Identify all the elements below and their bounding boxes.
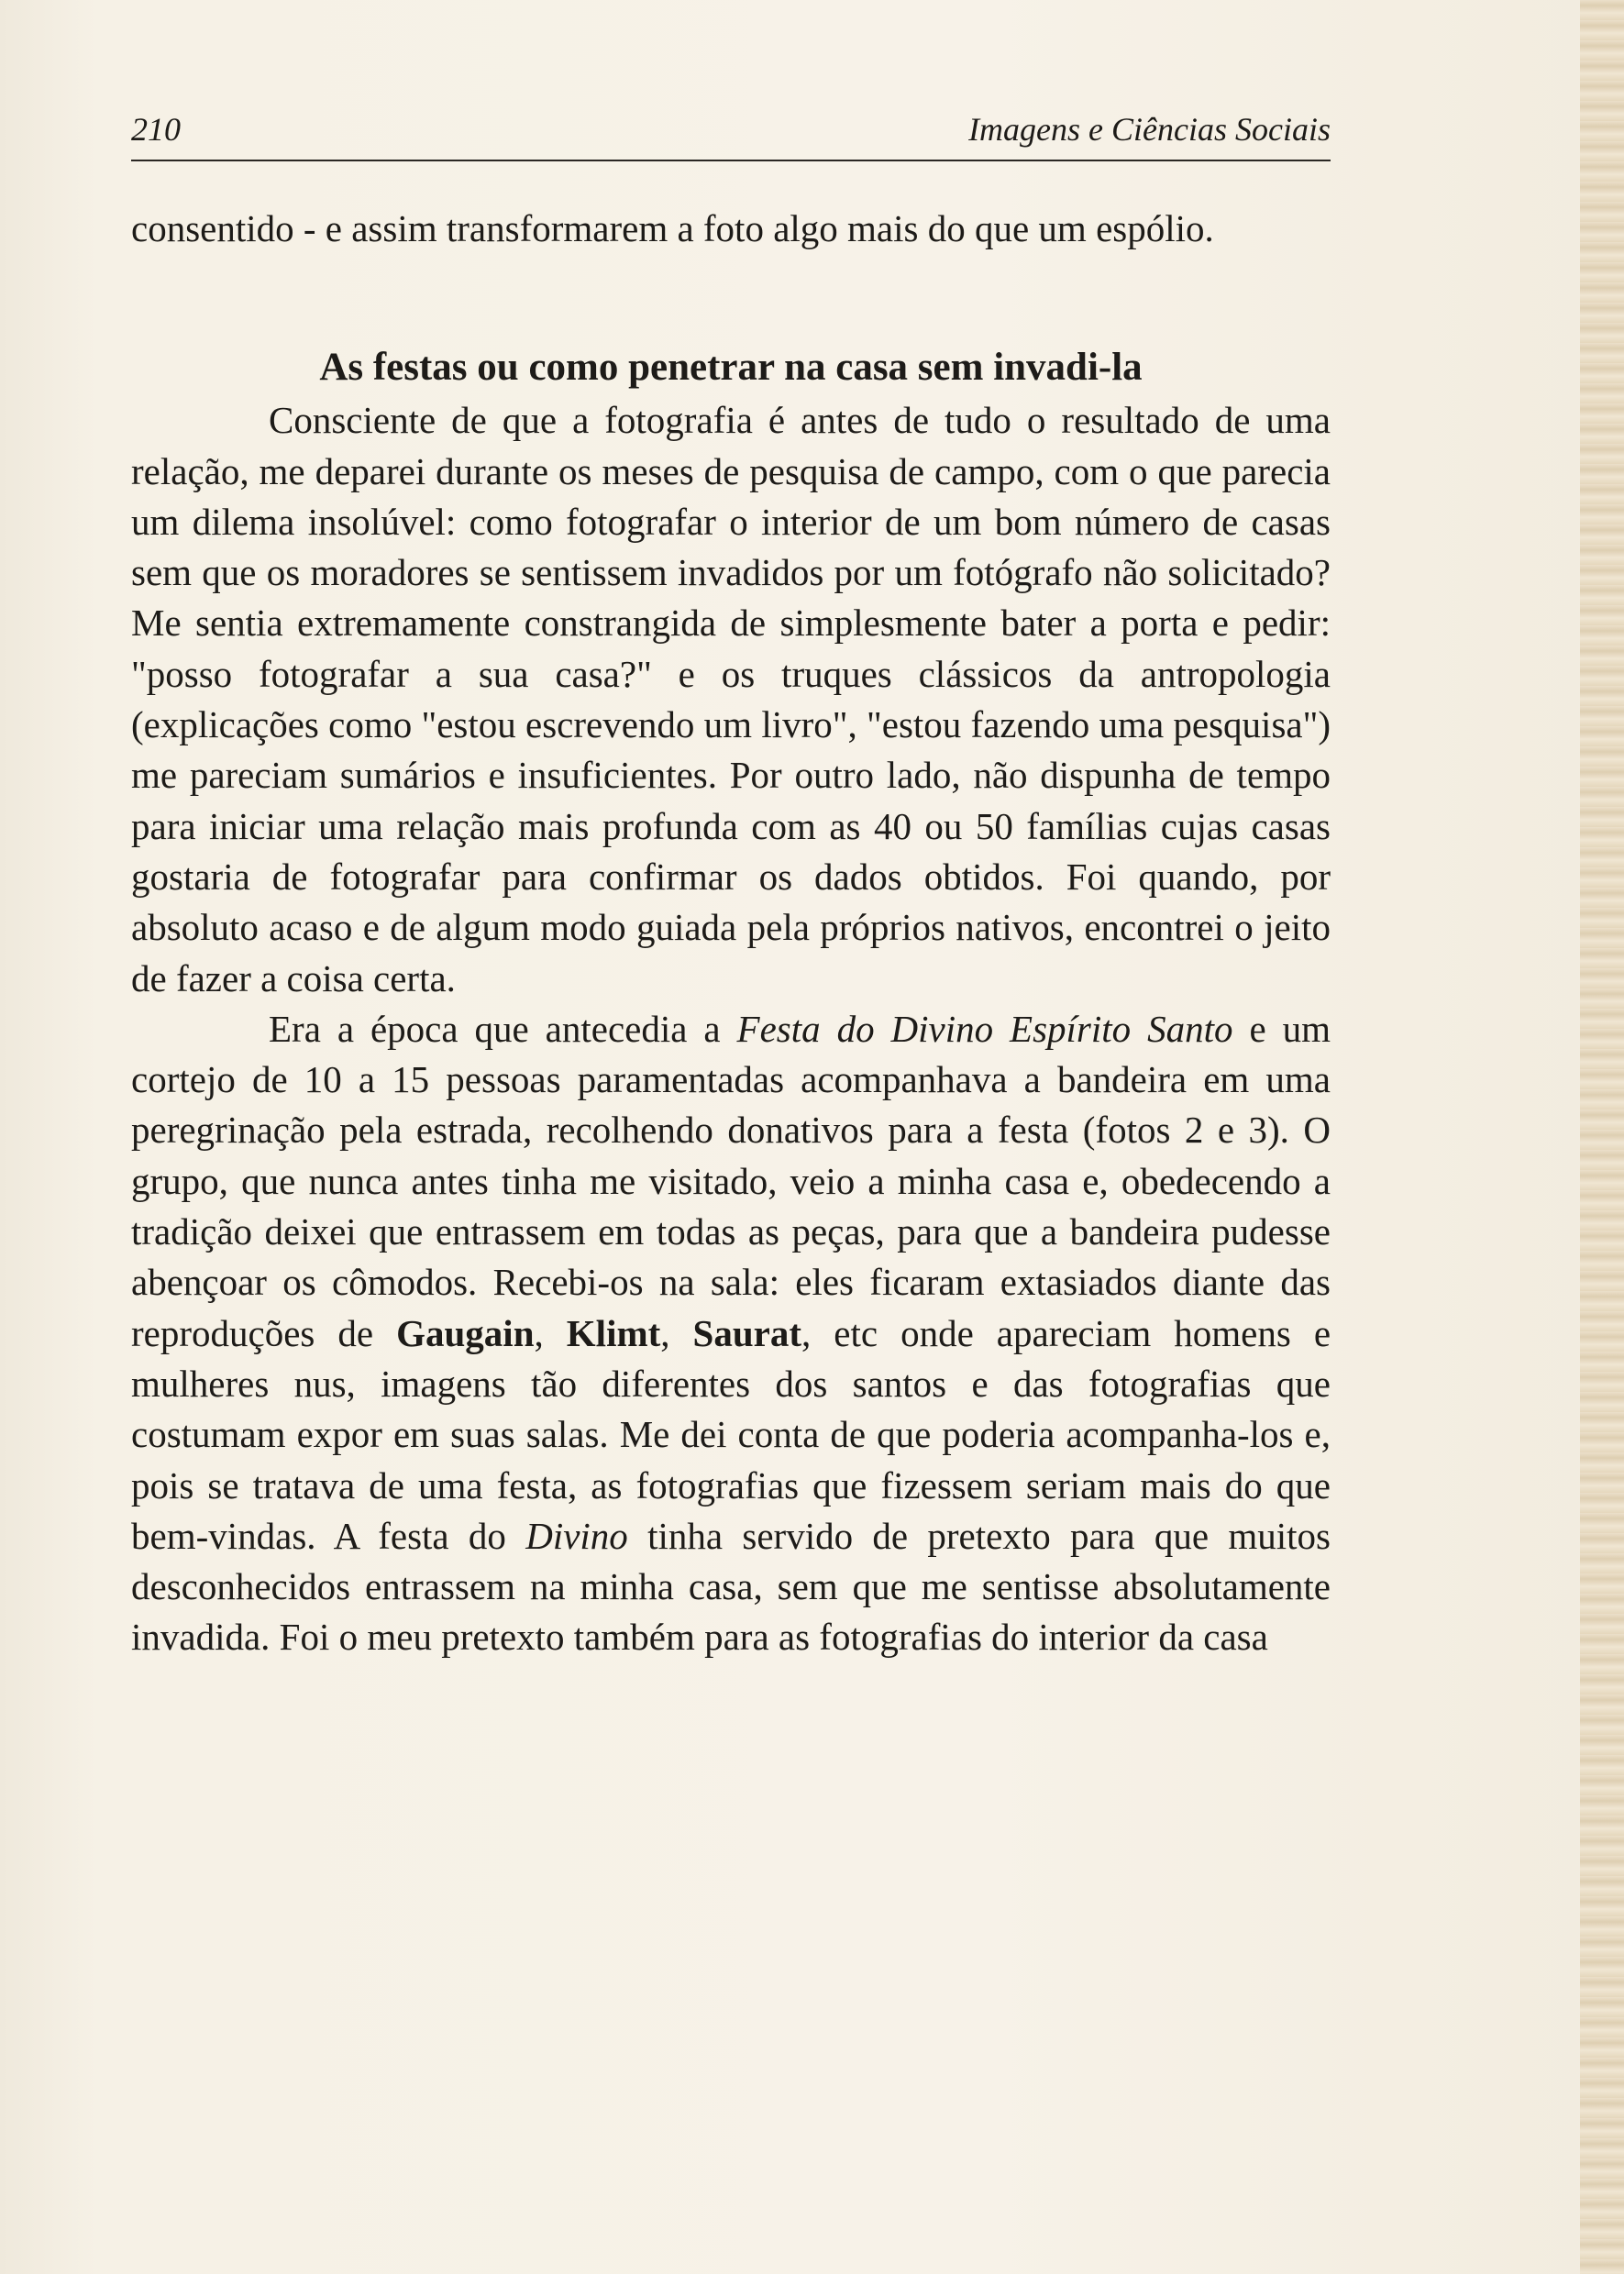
- text-run: Festa do Divino Espírito Santo: [736, 1007, 1233, 1050]
- page-header: [131, 108, 1331, 161]
- text-run: consentido - e assim transformarem a foto algo mais do que um espólio.: [131, 207, 1214, 249]
- text-run: Consciente de que a fotografia é antes de tudo o resultado de uma relação, me deparei durante os meses de pesquisa de campo, com o que parecia um dilema insolúvel: como fotografar o interior de um bom número de casas sem que os moradores se sentissem invadidos por um fotógrafo não solicitado? Me sentia extremamente constrangida de simplesmente bater a porta e pedir: "posso fotografar a sua casa?" e os truques clássicos da antropologia (explicações como "estou escrevendo um livro", "estou fazendo uma pesquisa") me pareciam sumários e insuficientes. Por outro lado, não dispunha de tempo para iniciar uma relação mais profunda com as 40 ou 50 famílias cujas casas gostaria de fotografar para confirmar os dados obtidos. Foi quando, por absoluto acaso e de algum modo guiada pela próprios nativos, encontrei o jeito de fazer a coisa certa.: [131, 399, 1331, 999]
- text-run: ,: [534, 1311, 567, 1354]
- paragraph-1: [131, 395, 1331, 1004]
- paragraph-2: [131, 1004, 1331, 1663]
- text-run: tinha servido de pretexto para que muitos desconhecidos entrassem na minha casa, sem que me sentisse absolutamente invadida. Foi o meu pretexto também para as fotografias do interior da casa: [131, 1514, 1331, 1659]
- text-run: , etc onde apareciam homens e mulheres nus, imagens tão diferentes dos santos e das fotografias que costumam expor em suas salas. Me dei conta de que poderia acompanha-los e, pois se tratava de uma festa, as fotografias que fizessem seriam mais do que bem-vindas. A festa do: [131, 1311, 1331, 1557]
- text-run: ,: [660, 1311, 693, 1354]
- page-edge: [1580, 0, 1624, 2274]
- text-run: Divino: [525, 1514, 628, 1557]
- body-text: [131, 204, 1331, 1663]
- text-run: Klimt: [566, 1311, 661, 1354]
- text-run: Era a época que antecedia a: [269, 1007, 737, 1050]
- page-number: 210: [131, 111, 181, 148]
- text-run: Saurat: [692, 1311, 802, 1354]
- text-run: Gaugain: [396, 1311, 535, 1354]
- paragraph-continued: [131, 204, 1331, 254]
- section-heading: As festas ou como penetrar na casa sem invadi-la: [319, 346, 1143, 390]
- text-run: e um cortejo de 10 a 15 pessoas paramentadas acompanhava a bandeira em uma peregrinação pela estrada, recolhendo donativos para a festa (fotos 2 e 3). O grupo, que nunca antes tinha me visitado, veio a minha casa e, obedecendo a tradição deixei que entrassem em todas as peças, para que a bandeira pudesse abençoar os cômodos. Recebi-os na sala: eles ficaram extasiados diante das reproduções de: [131, 1007, 1331, 1354]
- running-title: Imagens e Ciências Sociais: [968, 111, 1331, 148]
